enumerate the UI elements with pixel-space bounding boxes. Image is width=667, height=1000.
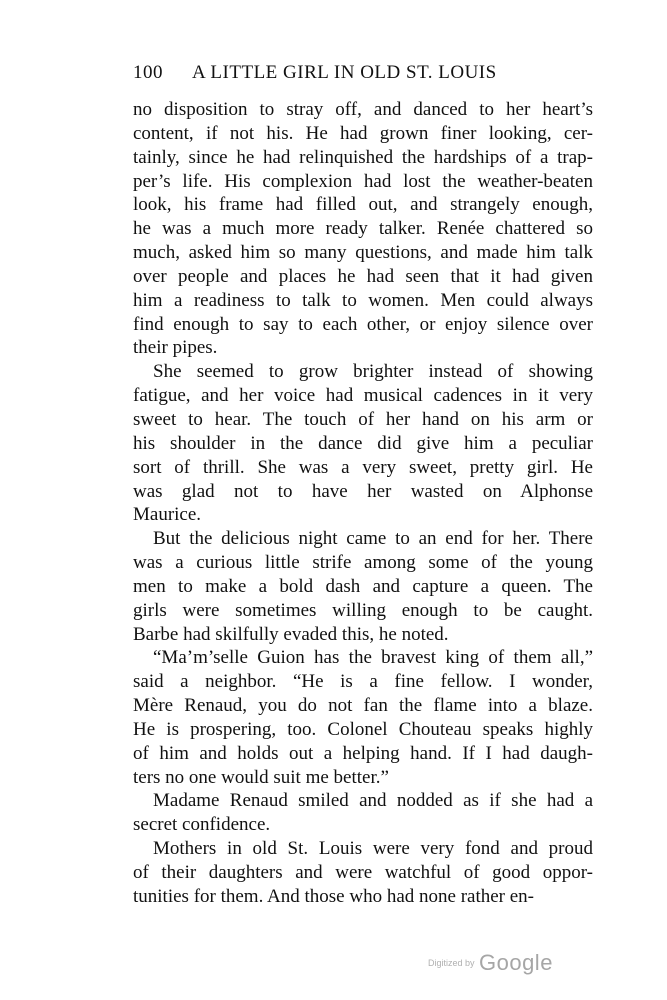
text-line: content, if not his. He had grown finer looking, cer- (133, 122, 593, 144)
text-line: look, his frame had filled out, and strangely enough, (133, 194, 593, 216)
text-line: sort of thrill. She was a very sweet, pretty girl. He (133, 456, 593, 478)
paragraph (133, 789, 593, 837)
text-line: She seemed to grow brighter instead of showing (153, 361, 593, 383)
text-line: Madame Renaud smiled and nodded as if she had a (153, 790, 593, 812)
text-line: he was a much more ready talker. Renée chattered so (133, 218, 593, 240)
text-line: Mothers in old St. Louis were very fond and proud (153, 838, 593, 860)
text-line: men to make a bold dash and capture a queen. The (133, 575, 593, 597)
text-line: Mère Renaud, you do not fan the flame into a blaze. (133, 695, 593, 717)
text-line: tainly, since he had relinquished the hardships of a trap- (133, 146, 593, 168)
text-line: But the delicious night came to an end for her. There (153, 528, 593, 550)
running-title: A LITTLE GIRL IN OLD ST. LOUIS (192, 62, 497, 83)
watermark-brand: Google (478, 950, 553, 975)
text-line: no disposition to stray off, and danced to her heart’s (133, 99, 593, 120)
paragraph (133, 646, 593, 789)
text-line: find enough to say to each other, or enjoy silence over (133, 313, 593, 335)
text-line: He is prospering, too. Colonel Chouteau speaks highly (133, 718, 593, 740)
page-number: 100 (133, 62, 163, 83)
text-line: ters no one would suit me better.” (133, 766, 389, 788)
text-line: said a neighbor. “He is a fine fellow. I wonder, (133, 671, 593, 693)
running-header (133, 62, 528, 86)
paragraph (133, 527, 593, 646)
text-line: over people and places he had seen that it had given (133, 265, 593, 287)
text-line: Maurice. (133, 504, 202, 526)
text-line: “Ma’m’selle Guion has the bravest king of them all,” (153, 647, 593, 669)
text-line: per’s life. His complexion had lost the weather-beaten (133, 170, 593, 192)
text-line: fatigue, and her voice had musical cadences in it very (133, 385, 593, 407)
text-line: of him and holds out a helping hand. If I had daugh- (133, 742, 593, 764)
paragraph (133, 837, 593, 909)
digitized-watermark (428, 950, 553, 976)
text-line: Barbe had skilfully evaded this, he noted. (133, 623, 449, 645)
paragraph (133, 360, 593, 527)
text-line: tunities for them. And those who had none rather en- (133, 885, 535, 907)
paragraph (133, 98, 593, 360)
watermark-prefix: Digitized by (428, 958, 475, 968)
text-line: of their daughters and were watchful of good oppor- (133, 862, 593, 883)
text-line: secret confidence. (133, 814, 271, 836)
text-line: him a readiness to talk to women. Men could always (133, 289, 593, 311)
text-line: much, asked him so many questions, and made him talk (133, 242, 593, 264)
text-line: girls were sometimes willing enough to be caught. (133, 599, 593, 621)
text-line: his shoulder in the dance did give him a peculiar (133, 432, 593, 454)
text-line: their pipes. (133, 337, 218, 359)
text-line: was glad not to have her wasted on Alphonse (133, 480, 593, 502)
text-line: sweet to hear. The touch of her hand on his arm or (133, 408, 593, 430)
text-line: was a curious little strife among some of the young (133, 552, 593, 574)
body-text (133, 98, 593, 909)
